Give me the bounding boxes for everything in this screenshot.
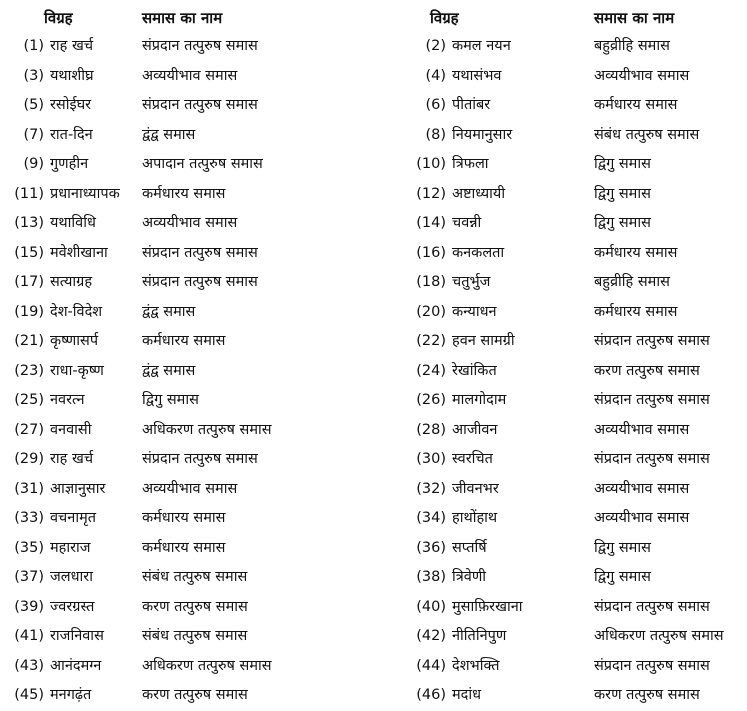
row-number: (28) bbox=[416, 421, 446, 438]
samas-name: संप्रदान तत्पुरुष समास bbox=[594, 657, 710, 674]
left-header-vigraha: विग्रह bbox=[44, 9, 73, 27]
vigraha-text: रात-दिन bbox=[50, 126, 93, 143]
row-number: (26) bbox=[416, 392, 446, 408]
table-row bbox=[0, 121, 372, 151]
samas-name: संप्रदान तत्पुरुष समास bbox=[142, 244, 258, 261]
table-row bbox=[394, 357, 747, 387]
vigraha-text: अष्टाध्यायी bbox=[452, 185, 506, 202]
samas-name: द्विगु समास bbox=[594, 569, 651, 585]
vigraha-text: नियमानुसार bbox=[452, 126, 513, 143]
samas-name: संप्रदान तत्पुरुष समास bbox=[594, 333, 710, 349]
samas-name: अव्ययीभाव समास bbox=[594, 421, 690, 438]
row-number: (34) bbox=[416, 510, 446, 526]
table-row bbox=[0, 563, 372, 593]
row-number: (7) bbox=[23, 126, 44, 143]
row-number: (32) bbox=[416, 480, 446, 497]
table-row bbox=[394, 239, 747, 269]
row-number: (2) bbox=[425, 38, 446, 54]
samas-name: द्विगु समास bbox=[594, 539, 651, 556]
table-row bbox=[0, 268, 372, 298]
samas-name: संबंध तत्पुरुष समास bbox=[594, 126, 700, 143]
vigraha-text: नवरत्न bbox=[50, 392, 85, 408]
row-number: (46) bbox=[416, 687, 446, 703]
table-row bbox=[394, 563, 747, 593]
row-number: (3) bbox=[23, 67, 44, 84]
samas-name: द्विगु समास bbox=[142, 392, 199, 408]
right-header-vigraha: विग्रह bbox=[430, 9, 459, 27]
row-number: (6) bbox=[425, 97, 446, 113]
vigraha-text: कन्याधन bbox=[452, 303, 497, 320]
row-number: (17) bbox=[14, 274, 44, 290]
samas-name: संबंध तत्पुरुष समास bbox=[142, 569, 248, 585]
vigraha-text: त्रिवेणी bbox=[452, 569, 487, 585]
vigraha-text: देश-विदेश bbox=[50, 303, 103, 320]
row-number: (14) bbox=[416, 215, 446, 231]
samas-name: संप्रदान तत्पुरुष समास bbox=[142, 97, 258, 113]
vigraha-text: मदांध bbox=[452, 687, 482, 703]
vigraha-text: आजीवन bbox=[452, 421, 498, 438]
vigraha-text: ज्वरग्रस्त bbox=[50, 598, 95, 615]
samas-name: द्वंद्व समास bbox=[142, 126, 196, 143]
vigraha-text: आनंदमग्न bbox=[50, 657, 102, 674]
table-row bbox=[0, 622, 372, 652]
vigraha-text: आज्ञानुसार bbox=[50, 480, 106, 497]
vigraha-text: राधा-कृष्ण bbox=[50, 362, 104, 379]
row-number: (35) bbox=[14, 539, 44, 556]
left-rows bbox=[0, 32, 372, 711]
row-number: (19) bbox=[14, 303, 44, 320]
samas-name: करण तत्पुरुष समास bbox=[142, 598, 248, 615]
table-row bbox=[0, 504, 372, 534]
vigraha-text: यथाशीघ्र bbox=[50, 67, 94, 84]
row-number: (15) bbox=[14, 244, 44, 261]
table-row bbox=[394, 62, 747, 92]
row-number: (16) bbox=[416, 244, 446, 261]
row-number: (33) bbox=[14, 510, 44, 526]
samas-name: द्वंद्व समास bbox=[142, 362, 196, 379]
samas-name: कर्मधारय समास bbox=[594, 97, 678, 113]
row-number: (18) bbox=[416, 274, 446, 290]
row-number: (41) bbox=[14, 628, 44, 644]
samas-name: कर्मधारय समास bbox=[142, 510, 226, 526]
table-row bbox=[0, 445, 372, 475]
samas-name: करण तत्पुरुष समास bbox=[594, 687, 700, 703]
row-number: (44) bbox=[416, 657, 446, 674]
vigraha-text: कनकलता bbox=[452, 244, 505, 261]
table-row bbox=[394, 298, 747, 328]
samas-name: करण तत्पुरुष समास bbox=[594, 362, 700, 379]
vigraha-text: चवन्नी bbox=[452, 215, 482, 231]
row-number: (22) bbox=[416, 333, 446, 349]
samas-name: अधिकरण तत्पुरुष समास bbox=[142, 657, 272, 674]
samas-name: कर्मधारय समास bbox=[594, 244, 678, 261]
table-row bbox=[0, 91, 372, 121]
row-number: (36) bbox=[416, 539, 446, 556]
vigraha-text: कमल नयन bbox=[452, 38, 511, 54]
row-number: (8) bbox=[425, 126, 446, 143]
row-number: (5) bbox=[23, 97, 44, 113]
table-row bbox=[0, 357, 372, 387]
vigraha-text: मनगढ़ंत bbox=[50, 687, 92, 703]
samas-name: अव्ययीभाव समास bbox=[142, 215, 238, 231]
table-row bbox=[394, 534, 747, 564]
samas-name: द्विगु समास bbox=[594, 215, 651, 231]
vigraha-text: चतुर्भुज bbox=[452, 274, 491, 290]
left-header-samas-naam: समास का नाम bbox=[142, 9, 223, 27]
vigraha-text: सप्तर्षि bbox=[452, 539, 487, 556]
vigraha-text: प्रधानाध्यापक bbox=[50, 185, 120, 202]
row-number: (25) bbox=[14, 392, 44, 408]
table-row bbox=[0, 209, 372, 239]
samas-name: संप्रदान तत्पुरुष समास bbox=[142, 451, 258, 467]
table-row bbox=[0, 534, 372, 564]
vigraha-text: राजनिवास bbox=[50, 628, 104, 644]
table-row bbox=[0, 475, 372, 505]
table-row bbox=[0, 593, 372, 623]
right-rows bbox=[394, 32, 747, 711]
table-row bbox=[0, 416, 372, 446]
table-row bbox=[0, 386, 372, 416]
vigraha-text: सत्याग्रह bbox=[50, 274, 93, 290]
vigraha-text: वचनामृत bbox=[50, 510, 97, 526]
vigraha-text: हवन सामग्री bbox=[452, 333, 515, 349]
vigraha-text: महाराज bbox=[50, 539, 91, 556]
table-row bbox=[394, 445, 747, 475]
vigraha-text: यथाविधि bbox=[50, 215, 96, 231]
table-row bbox=[394, 327, 747, 357]
table-row bbox=[0, 150, 372, 180]
vigraha-text: राह खर्च bbox=[50, 451, 94, 467]
table-row bbox=[394, 386, 747, 416]
row-number: (21) bbox=[14, 333, 44, 349]
vigraha-text: राह खर्च bbox=[50, 38, 94, 54]
table-row bbox=[394, 416, 747, 446]
table-row bbox=[394, 681, 747, 711]
samas-name: अव्ययीभाव समास bbox=[142, 480, 238, 497]
vigraha-text: जीवनभर bbox=[452, 480, 499, 497]
vigraha-text: नीतिनिपुण bbox=[452, 628, 507, 644]
samas-name: संप्रदान तत्पुरुष समास bbox=[142, 38, 258, 54]
table-row bbox=[0, 298, 372, 328]
samas-name: अव्ययीभाव समास bbox=[594, 510, 690, 526]
table-row bbox=[394, 652, 747, 682]
samas-name: द्विगु समास bbox=[594, 156, 651, 172]
table-row bbox=[394, 593, 747, 623]
table-row bbox=[0, 62, 372, 92]
vigraha-text: रेखांकित bbox=[452, 362, 497, 379]
vigraha-text: त्रिफला bbox=[452, 156, 489, 172]
vigraha-text: गुणहीन bbox=[50, 156, 89, 172]
right-header-row bbox=[394, 4, 747, 32]
table-row bbox=[0, 327, 372, 357]
row-number: (39) bbox=[14, 598, 44, 615]
table-row bbox=[394, 180, 747, 210]
table-row bbox=[394, 622, 747, 652]
row-number: (31) bbox=[14, 480, 44, 497]
row-number: (10) bbox=[416, 156, 446, 172]
row-number: (9) bbox=[23, 156, 44, 172]
table-row bbox=[394, 121, 747, 151]
row-number: (37) bbox=[14, 569, 44, 585]
table-row bbox=[394, 32, 747, 62]
samas-name: बहुव्रीहि समास bbox=[594, 38, 670, 54]
vigraha-text: पीतांबर bbox=[452, 97, 491, 113]
samas-name: अधिकरण तत्पुरुष समास bbox=[594, 628, 724, 644]
right-header-samas-naam: समास का नाम bbox=[594, 9, 675, 27]
row-number: (45) bbox=[14, 687, 44, 703]
vigraha-text: मवेशीखाना bbox=[50, 244, 108, 261]
samas-name: द्वंद्व समास bbox=[142, 303, 196, 320]
table-row bbox=[394, 268, 747, 298]
vigraha-text: वनवासी bbox=[50, 421, 92, 438]
vigraha-text: यथासंभव bbox=[452, 67, 502, 84]
vigraha-text: कृष्णासर्प bbox=[50, 333, 99, 349]
samas-name: अव्ययीभाव समास bbox=[142, 67, 238, 84]
table-row bbox=[0, 32, 372, 62]
table-row bbox=[394, 504, 747, 534]
row-number: (12) bbox=[416, 185, 446, 202]
row-number: (29) bbox=[14, 451, 44, 467]
left-header-row bbox=[0, 4, 372, 32]
right-column bbox=[394, 4, 747, 711]
table-row bbox=[394, 150, 747, 180]
samas-name: संप्रदान तत्पुरुष समास bbox=[142, 274, 258, 290]
samas-name: कर्मधारय समास bbox=[142, 539, 226, 556]
table-row bbox=[394, 209, 747, 239]
vigraha-text: रसोईघर bbox=[50, 97, 92, 113]
table-row bbox=[394, 91, 747, 121]
samas-name: बहुव्रीहि समास bbox=[594, 274, 670, 290]
row-number: (24) bbox=[416, 362, 446, 379]
row-number: (38) bbox=[416, 569, 446, 585]
samas-name: कर्मधारय समास bbox=[142, 333, 226, 349]
samas-name: अव्ययीभाव समास bbox=[594, 67, 690, 84]
samas-name: अपादान तत्पुरुष समास bbox=[142, 156, 263, 172]
row-number: (43) bbox=[14, 657, 44, 674]
row-number: (23) bbox=[14, 362, 44, 379]
samas-name: अधिकरण तत्पुरुष समास bbox=[142, 421, 272, 438]
samas-name: संप्रदान तत्पुरुष समास bbox=[594, 451, 710, 467]
vigraha-text: स्वरचित bbox=[452, 451, 493, 467]
row-number: (40) bbox=[416, 598, 446, 615]
table-row bbox=[0, 652, 372, 682]
vigraha-text: मालगोदाम bbox=[452, 392, 507, 408]
row-number: (27) bbox=[14, 421, 44, 438]
vigraha-text: हाथोंहाथ bbox=[452, 510, 498, 526]
table-row bbox=[394, 475, 747, 505]
left-column bbox=[0, 4, 372, 711]
samas-name: कर्मधारय समास bbox=[142, 185, 226, 202]
row-number: (4) bbox=[425, 67, 446, 84]
samas-name: संबंध तत्पुरुष समास bbox=[142, 628, 248, 644]
table-row bbox=[0, 681, 372, 711]
row-number: (11) bbox=[14, 185, 44, 202]
vigraha-text: देशभक्ति bbox=[452, 657, 500, 674]
samas-name: द्विगु समास bbox=[594, 185, 651, 202]
row-number: (13) bbox=[14, 215, 44, 231]
table-row bbox=[0, 180, 372, 210]
row-number: (30) bbox=[416, 451, 446, 467]
samas-name: करण तत्पुरुष समास bbox=[142, 687, 248, 703]
vigraha-text: जलधारा bbox=[50, 569, 93, 585]
row-number: (42) bbox=[416, 628, 446, 644]
samas-name: अव्ययीभाव समास bbox=[594, 480, 690, 497]
samas-name: कर्मधारय समास bbox=[594, 303, 678, 320]
samas-name: संप्रदान तत्पुरुष समास bbox=[594, 598, 710, 615]
row-number: (20) bbox=[416, 303, 446, 320]
samas-name: संप्रदान तत्पुरुष समास bbox=[594, 392, 710, 408]
vigraha-text: मुसाफ़िरखाना bbox=[452, 598, 523, 615]
row-number: (1) bbox=[23, 38, 44, 54]
table-row bbox=[0, 239, 372, 269]
